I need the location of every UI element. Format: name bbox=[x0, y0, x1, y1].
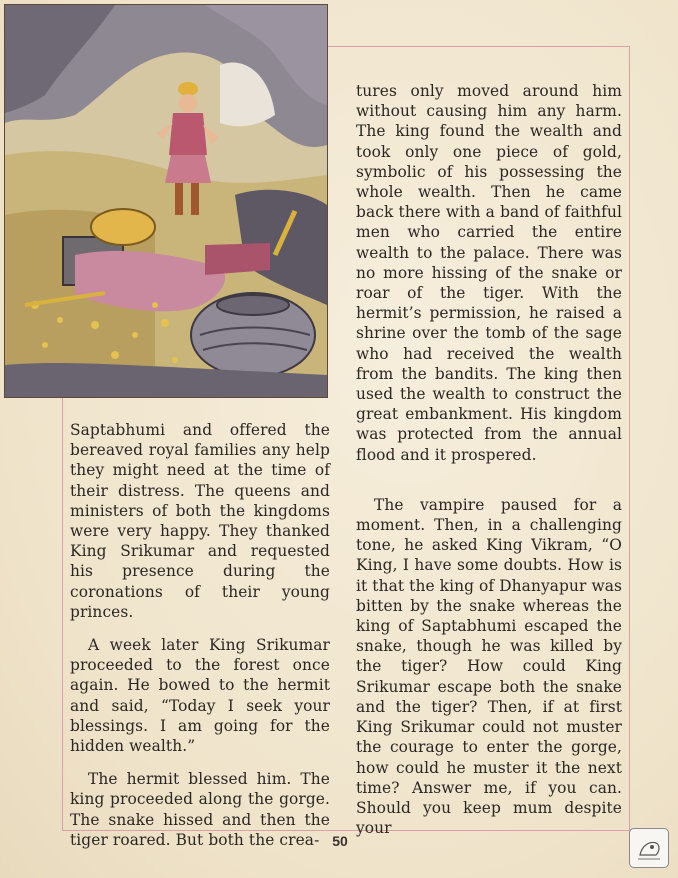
paragraph: tures only moved around him without causing him any harm. The king found the wealth and took only one piece of gold, symbolic of his possessing the whole wealth. Then he came back there with a band of faithful men who carried the entire wealth to the palace. There was no more hissing of the snake or roar of the tiger. With the hermit’s permission, he raised a shrine over the tomb of the sage who had received the wealth from the bandits. The king then used the wealth to construct the great embankment. His kingdom was protected from the annual flood and it prospered. bbox=[356, 82, 622, 464]
paragraph: A week later King Srikumar proceeded to the forest once again. He bowed to the hermit and said, “Today I seek your blessings. I am going for the hidden wealth.” bbox=[70, 636, 330, 756]
left-text-column bbox=[70, 420, 330, 850]
paragraph: The hermit blessed him. The king proceeded along the gorge. The snake hissed and then the tiger roared. But both the crea- bbox=[70, 770, 330, 849]
king-in-cave-with-treasure-illustration bbox=[5, 5, 327, 397]
paragraph: Saptabhumi and offered the bereaved royal families any help they might need at the time of their distress. The queens and ministers of both the kingdoms were very happy. They thanked King Srikumar and requested his presence during the coronations of their young princes. bbox=[70, 421, 330, 621]
right-text-column bbox=[356, 81, 622, 838]
scanner-logo-stamp bbox=[629, 828, 669, 868]
paragraph: The vampire paused for a moment. Then, in a challenging tone, he asked King Vikram, “O King, I have some doubts. How is it that the king of Dhanyapur was bitten by the snake whereas the king of Saptabhumi escaped the snake, though he was killed by the tiger? How could King Srikumar escape both the snake and the tiger? Then, if at first King Srikumar could not muster the courage to enter the gorge, how could he muster it the next time? Answer me, if you can. Should you keep mum despite your bbox=[356, 495, 622, 838]
story-illustration bbox=[4, 4, 328, 398]
page-number: 50 bbox=[332, 833, 348, 849]
